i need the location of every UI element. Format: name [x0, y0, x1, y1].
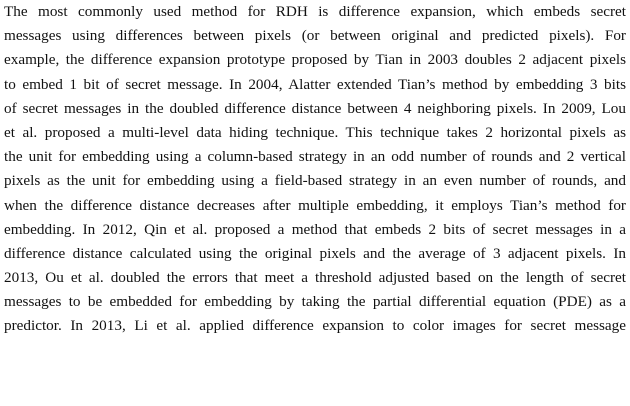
text-line: predictor. In 2013, Li et al. applied difference expansion to color images for secret message [4, 317, 626, 335]
text-line: of secret messages in the doubled difference distance between 4 neighboring pixels. In 2009, Lou [4, 99, 626, 117]
text-line: pixels as the unit for embedding using a field-based strategy in an even number of rounds, and [4, 172, 626, 190]
document-body [4, 0, 626, 339]
text-line: The most commonly used method for RDH is difference expansion, which embeds secret [4, 3, 626, 20]
text-line: messages to be embedded for embedding by taking the partial differential equation (PDE) as a [4, 293, 626, 311]
text-line: the unit for embedding using a column-based strategy in an odd number of rounds and 2 vertical [4, 148, 626, 166]
text-line: when the difference distance decreases after multiple embedding, it employs Tian’s method for [4, 196, 626, 214]
text-line: difference distance calculated using the original pixels and the average of 3 adjacent pixels. In [4, 244, 626, 262]
text-line: 2013, Ou et al. doubled the errors that meet a threshold adjusted based on the length of secret [4, 269, 626, 287]
text-line: example, the difference expansion prototype proposed by Tian in 2003 doubles 2 adjacent pixels [4, 51, 626, 69]
text-line: to embed 1 bit of secret message. In 2004, Alatter extended Tian’s method by embedding 3 bits [4, 75, 626, 93]
text-line: et al. proposed a multi-level data hiding technique. This technique takes 2 horizontal pixels as [4, 123, 626, 141]
text-line: embedding. In 2012, Qin et al. proposed a method that embeds 2 bits of secret messages in a [4, 220, 626, 238]
text-line: messages using differences between pixels (or between original and predicted pixels). For [4, 27, 626, 45]
